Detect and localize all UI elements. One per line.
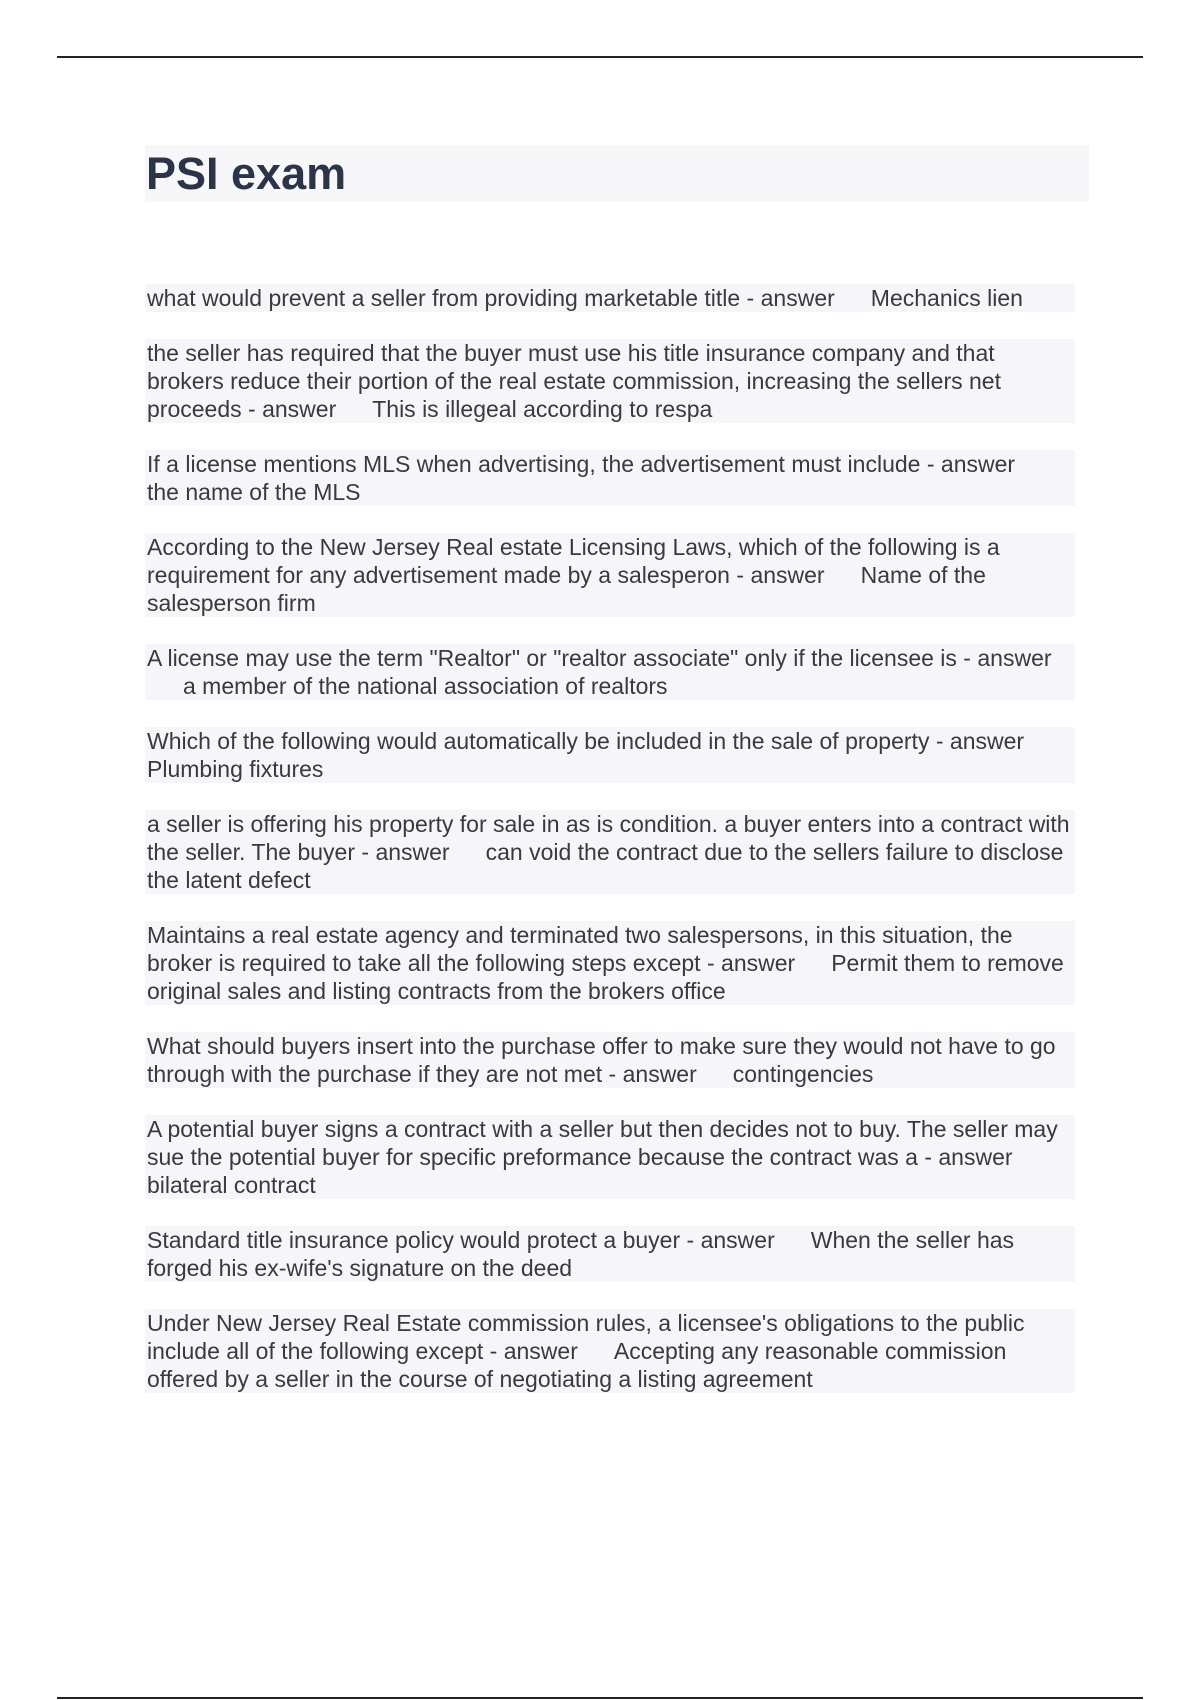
qa-item: Which of the following would automatically be included in the sale of property - answerPlumbing fixtures [145,727,1075,783]
qa-item: Maintains a real estate agency and terminated two salespersons, in this situation, the broker is required to take all the following steps except - answer Permit them to remove original sales and listing contracts from the brokers office [145,921,1075,1005]
qa-answer-marker: answer [940,451,1016,477]
qa-list [145,284,1075,1420]
page-title: PSI exam [146,148,347,199]
qa-item: a seller is offering his property for sale in as is condition. a buyer enters into a contract with the seller. The buyer - answer can void the contract due to the sellers failure to disclose the latent defect [145,810,1075,894]
qa-answer-marker: answer [977,645,1052,671]
qa-question: the seller has required that the buyer must use his title insurance company and that brokers reduce their portion of the real estate commission, increasing the sellers net proceeds [147,340,1001,422]
qa-item: what would prevent a seller from providing marketable title - answer Mechanics lien [145,284,1075,312]
qa-answer-marker: answer [938,1144,1013,1170]
qa-item: What should buyers insert into the purchase offer to make sure they would not have to go through with the purchase if they are not met - answer contingencies [145,1032,1075,1088]
qa-answer: This is illegeal according to respa [372,396,713,422]
qa-answer: Permit them to remove original sales and listing contracts from the brokers office [147,950,1064,1004]
qa-question: Under New Jersey Real Estate commission rules, a licensee's obligations to the public include all of the following except [147,1310,1025,1364]
qa-answer-marker: answer [375,839,450,865]
qa-answer: bilateral contract [147,1172,316,1198]
qa-answer: can void the contract due to the sellers failure to disclose the latent defect [147,839,1064,893]
qa-answer: Plumbing fixtures [147,756,324,782]
qa-question: What should buyers insert into the purchase offer to make sure they would not have to go through with the purchase if they are not met [147,1033,1056,1087]
qa-question: If a license mentions MLS when advertising, the advertisement must include [147,451,921,477]
qa-answer: the name of the MLS [147,479,361,505]
qa-answer-marker: answer [503,1338,578,1364]
qa-answer-marker: answer [721,950,796,976]
qa-question: what would prevent a seller from providing marketable title [147,285,741,311]
qa-item: Under New Jersey Real Estate commission rules, a licensee's obligations to the public include all of the following except - answer Accepting any reasonable commission offered by a seller in the course of negotiating a listing agreement [145,1309,1075,1393]
qa-answer: Mechanics lien [870,285,1023,311]
qa-answer-marker: answer [622,1061,697,1087]
qa-answer-marker: answer [949,728,1025,754]
qa-question: Standard title insurance policy would protect a buyer [147,1227,681,1253]
qa-question: Which of the following would automatically be included in the sale of property [147,728,930,754]
qa-question: According to the New Jersey Real estate Licensing Laws, which of the following is a requirement for any advertisement made by a salesperon [147,534,1000,588]
top-rule [57,56,1143,58]
qa-item: A potential buyer signs a contract with a seller but then decides not to buy. The seller may sue the potential buyer for specific preformance because the contract was a - answerbilateral contract [145,1115,1075,1199]
qa-item: the seller has required that the buyer must use his title insurance company and that brokers reduce their portion of the real estate commission, increasing the sellers net proceeds - answer This is illegeal according to respa [145,339,1075,423]
qa-answer: When the seller has forged his ex-wife's signature on the deed [147,1227,1015,1281]
qa-answer: Accepting any reasonable commission offered by a seller in the course of negotiating a listing agreement [147,1338,1007,1392]
qa-answer-marker: answer [760,285,835,311]
qa-question: A license may use the term "Realtor" or "realtor associate" only if the licensee is [147,645,957,671]
qa-answer: Name of the salesperson firm [147,562,986,616]
qa-answer-marker: answer [700,1227,775,1253]
bottom-rule [57,1697,1143,1699]
qa-answer: a member of the national association of realtors [183,673,668,699]
qa-item: According to the New Jersey Real estate Licensing Laws, which of the following is a requirement for any advertisement made by a salesperon - answer Name of the salesperson firm [145,533,1075,617]
qa-question: A potential buyer signs a contract with a seller but then decides not to buy. The seller may sue the potential buyer for specific preformance because the contract was a [147,1116,1058,1170]
qa-answer: contingencies [732,1061,874,1087]
qa-question: a seller is offering his property for sale in as is condition. a buyer enters into a contract with the seller. The buyer [147,811,1070,865]
qa-answer-marker: answer [262,396,337,422]
qa-item: Standard title insurance policy would protect a buyer - answer When the seller has forged his ex-wife's signature on the deed [145,1226,1075,1282]
qa-question: Maintains a real estate agency and terminated two salespersons, in this situation, the broker is required to take all the following steps except [147,922,1013,976]
qa-answer-marker: answer [750,562,825,588]
qa-item: If a license mentions MLS when advertising, the advertisement must include - answerthe name of the MLS [145,450,1075,506]
qa-item: A license may use the term "Realtor" or "realtor associate" only if the licensee is - answera member of the national association of realtors [145,644,1075,700]
